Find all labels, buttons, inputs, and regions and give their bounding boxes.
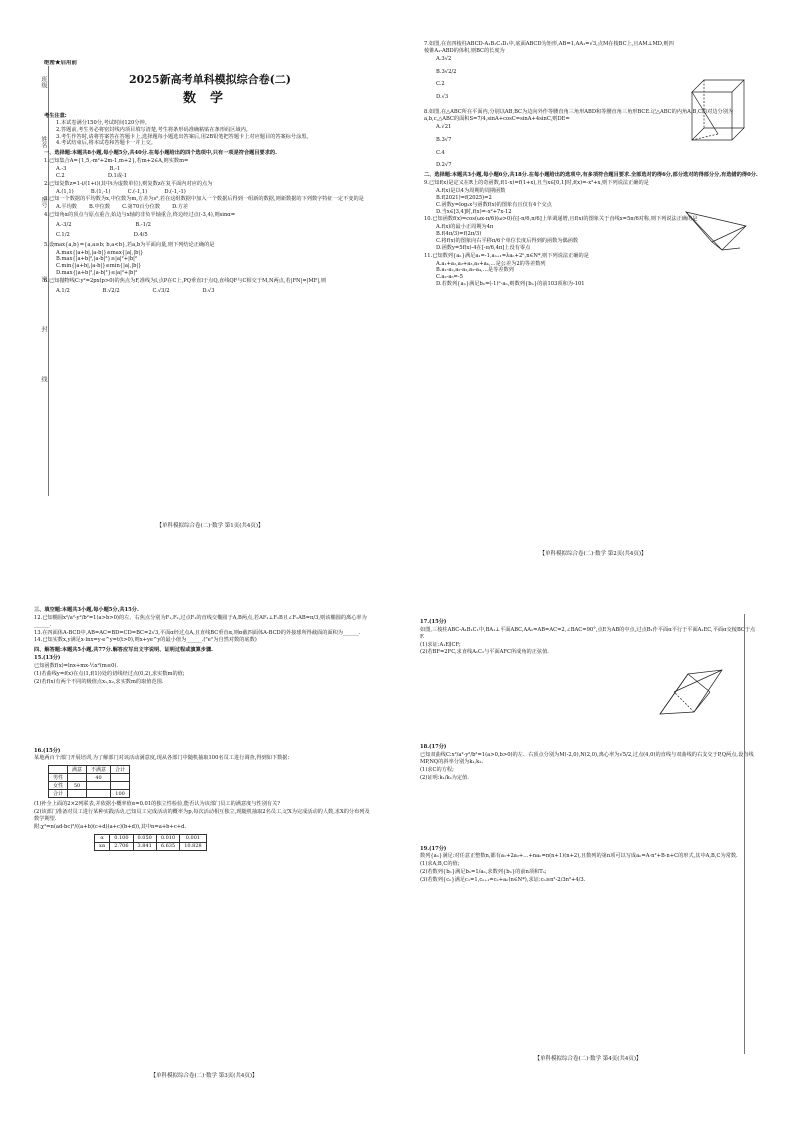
table-cell: 0.050 <box>133 834 156 842</box>
table-cell: 合计 <box>49 790 68 798</box>
option: D.方差 <box>172 204 189 211</box>
subject-title: 数学 <box>182 90 237 106</box>
option: A.-3/2 <box>56 221 72 228</box>
table-cell: 0.100 <box>110 834 133 842</box>
notice-item: 2.答题前,考生务必将密封线内项目填写清楚,考生将条形码准确粘贴在条形码区域内。 <box>56 126 251 133</box>
option: B.-1 <box>109 165 121 172</box>
notice-item: 3.考生作答时,请将答案答在答题卡上,选择题每小题选出答案后,用2B铅笔把答题卡上对应题目的答案标号涂黑。 <box>56 133 312 140</box>
option: C.函数y=log₂x与函数f(x)的图象有且仅有4个交点 <box>436 201 552 208</box>
option: B.max{|a+b|²,|a-b|²}≥|a|²+|b|² <box>56 256 137 263</box>
question-12: 12.已知椭圆x²/a²-y²/b²=1(a>b>0)的左、右焦点分别为F₁,F₂,过点F₁的直线交椭圆于A,B两点,若AF₁⊥F₁B且∠F₁AB=π/3,则该椭圆的离心率为______. <box>34 614 367 628</box>
option: A.(1,1) <box>56 188 74 195</box>
option: B.√2/2 <box>102 287 120 294</box>
table-row <box>95 842 207 850</box>
question-4: 4.已知角α的顶点与原点重合,始边与x轴的非负半轴重合,终边经过点(-3,4),则sinα= <box>44 212 236 219</box>
confidential-tag: 绝密★启用前 <box>44 60 78 66</box>
table-cell: 2.706 <box>110 842 133 850</box>
question-7: 7.如图,在直四棱柱ABCD-A₁B₁C₁D₁中,底面ABCD为矩形,AB=1,AA₁=√3,点M在棱BC上,且AM⊥MD,则四棱锥A₁-ABD的体积,则BC的长度为 <box>424 41 674 54</box>
section-heading: 一、选择题:本题共8小题,每小题5分,共40分.在每小题给出的四个选项中,只有一项是符合题目要求的. <box>44 150 277 157</box>
question-text: 已知函数f(x)=lnx+mx-½x²(m≤0). <box>34 663 119 670</box>
prism-figure <box>654 662 730 720</box>
option: D.当x∈[3,4]时,f(x)=-x²+7x-12 <box>436 208 512 215</box>
question-9: 9.已知f(x)是定义在R上的奇函数,f(1-x)=f(1+x),且当x∈[0,1]时,f(x)=-x²+x,则下列说法正确的是 <box>424 180 649 187</box>
page-footer: 【单科模拟综合卷(二)·数学 第4页(共4页)】 <box>534 1055 642 1062</box>
option: A.a₁+a₂,a₂+a₃,a₃+a₄,…是公差为2的等差数列 <box>436 260 546 267</box>
strip-label: 座号 <box>40 196 47 208</box>
option: A.f(x)是以4为周期的周期函数 <box>436 188 506 195</box>
question-10: 10.已知函数f(x)=cos(ωx-π/6)(ω>0)在[-π/6,π/6]上单调递增,且f(x)的图象关于直线x=5π/6对称,则下列说法正确的是 <box>424 216 698 223</box>
table-cell <box>68 790 87 798</box>
prism-figure <box>682 70 760 150</box>
critical-value-table <box>94 834 207 851</box>
table-cell: α <box>95 834 110 842</box>
question-text: (2)若f(x)有两个不同的极值点x₁,x₂,求实数m的取值范围. <box>34 678 164 685</box>
question-19: 19.(17分) <box>420 845 447 852</box>
table-cell: 0.001 <box>180 834 207 842</box>
option: D.(-1,-1) <box>164 188 186 195</box>
question-text: (1)求C的方程; <box>420 766 454 773</box>
option: C.1/2 <box>56 232 70 239</box>
option: D.函数y=5f(x)-4在[-π/6,4π]上没有零点 <box>436 244 531 251</box>
option: A.平均数 <box>56 204 77 211</box>
option: C.√3/2 <box>152 287 170 294</box>
exam-page-2 <box>424 40 762 558</box>
table-cell <box>49 766 68 774</box>
section-heading: 三、填空题:本题共3小题,每小题5分,共15分. <box>34 607 139 613</box>
table-row <box>95 834 207 842</box>
option: B.3√2/2 <box>436 68 457 75</box>
table-cell: 50 <box>68 782 87 790</box>
table-cell: 10.828 <box>180 842 207 850</box>
question-text: 已知双曲线C:x²/a²-y²/b²=1(a>0,b>0)的左、右顶点分别为M(-2,0),N(2,0),离心率为√5/2,过点(4,0)的直线与双曲线的右支交于P,Q两点,设直线MP,NQ的斜率分别为k₁,k₂. <box>420 752 754 766</box>
strip-label: 线 <box>40 376 47 382</box>
strip-label: 密 <box>40 276 47 282</box>
option: B.中位数 <box>89 204 111 211</box>
table-cell: 6.635 <box>156 842 179 850</box>
options-row <box>44 220 376 241</box>
question-13: 13.在四面体A-BCD中,AB=AC=BD=CD=BC=2√3,平面α经过点A,且直线BC垂直α,则α截四面体A-BCD的外接球所得截面的面积为______. <box>34 629 361 636</box>
option: A.3√2 <box>436 55 452 62</box>
triangle-figure <box>682 198 752 254</box>
question-text: (1)求证:A₁E∥CF; <box>420 641 461 648</box>
table-cell <box>68 774 87 782</box>
question-1: 1.已知集合A={1,5,-m²+2m-1,m+2},若m+2∈A,则实数m= <box>44 158 189 165</box>
exam-page-4 <box>420 618 756 1063</box>
table-row <box>49 782 130 790</box>
table-cell: xα <box>95 842 110 850</box>
question-17: 17.(15分) <box>420 619 447 625</box>
option: B.f(2021)=f(2025)=2 <box>436 194 492 201</box>
section-heading: 二、选择题:本题共3小题,每小题6分,共18分.在每小题给出的选项中,有多项符合题目要求.全部选对的得6分,部分选对的得部分分,有选错的得0分. <box>424 172 758 179</box>
binding-strip-right <box>744 614 759 1054</box>
exam-title: 2025新高考单科模拟综合卷(二) <box>128 73 292 87</box>
exam-page-3 <box>34 604 374 1080</box>
option: D.2√7 <box>436 162 452 169</box>
section-heading: 四、解答题:本题共5小题,共77分.解答应写出文字说明、证明过程或演算步骤. <box>34 647 213 654</box>
question-5: 5.设max{a,b}={a,a≥b; b,a<b},若a,b为平面向量,则下列结论正确的是 <box>44 241 215 248</box>
question-16: 16.(15分) <box>34 747 61 754</box>
table-cell <box>111 774 130 782</box>
option: A.-3 <box>56 165 67 172</box>
table-cell: 40 <box>87 774 111 782</box>
notice-title: 考生注意: <box>44 112 67 119</box>
option: D.若数列{aₙ}满足bₙ=(-1)ⁿ·aₙ,则数列{bₙ}的前103项和为-101 <box>436 281 585 288</box>
question-text: (1)求A,B,C的值; <box>420 861 460 868</box>
strip-label: 封 <box>40 326 47 332</box>
options-row <box>44 286 376 296</box>
page-footer: 【单科模拟综合卷(二)·数学 第3页(共4页)】 <box>150 1072 258 1079</box>
option: B.(1,-1) <box>90 188 111 195</box>
contingency-table <box>48 765 130 798</box>
question-8: 8.如图,在△ABC所在平面内,分别以AB,BC为边向外作等腰直角三角形ABD和等腰直角三角形BCE.记△ABC的内角A,B,C的对边分别为a,b,c,△ABC的面积S=7/4,sinA+cosC=sinA+4sinC,则DE= <box>424 109 734 123</box>
question-text: 数列{aₙ}满足:对任意正整数n,都有a₁+2a₂+…+naₙ=n(n+1)(n+2),且数列的第n项可以写成aₙ=A·n²+B·n+C的形式,其中A,B,C为常数. <box>420 853 738 860</box>
strip-label: 班级 <box>40 76 47 88</box>
question-text: (3)若数列{cₙ}满足c₁=1,cₙ₊₁=cₙ+aₙ(n∈N*),求证:cₙ≥n³-2/3n²+4/3. <box>420 877 586 884</box>
question-text: (2)该部门准备对员工进行某种实践活动,已知员工完成活动的概率为p,每次活动相互独立,现随机抽取2名员工,记X为完成活动的人数,求X的分布列及数学期望. <box>34 809 370 823</box>
table-cell: 100 <box>111 790 130 798</box>
option: B.3√7 <box>436 136 452 143</box>
question-18: 18.(17分) <box>420 744 447 751</box>
option: D.√3 <box>202 287 215 294</box>
option: C.2 <box>436 81 445 88</box>
option: C.min{|a+b|,|a-b|}≤min{|a|,|b|} <box>56 263 142 270</box>
option: B.-1/2 <box>135 221 151 228</box>
question-text: 某地两百个部门开展培训,为了解部门对该活动满意度,现从各部门中随机抽取100名员工进行调查,得到如下数据: <box>34 755 290 762</box>
question-3: 3.已知一个数据的平均数为x,中位数为m,方差为s²,若在这组数据中加入一个数据后得到一组新的数据,则新数据的下列数字特征一定不变的是 <box>44 196 364 203</box>
options-row <box>44 204 376 211</box>
question-text: (1)补全上面的2×2列联表,并依据小概率值α=0.01的独立性检验,能否认为该部门员工的满意度与性别有关? <box>34 801 281 808</box>
question-text: (2)证明:k₁/k₂为定值. <box>420 774 469 781</box>
option: C.第70百分位数 <box>122 204 161 211</box>
question-text: (1)若曲线y=f(x)在点(1,f(1))处的切线经过点(0,2),求实数m的值; <box>34 670 185 677</box>
question-text: 如图,三棱柱ABC-A₁B₁C₁中,BA₁⊥平面ABC,AA₁=AB=AC=2,∠BAC=90°,点E为AB的中点,过点B₁作平面α平行于平面A₁EC,平面α交棱BC于点F. <box>420 626 756 640</box>
option: D.1或-1 <box>107 172 128 179</box>
table-cell: 男性 <box>49 774 68 782</box>
option: D.max{|a+b|²,|a-b|²}≤|a|²+|b|² <box>56 270 138 277</box>
option: B.a₁-a₂,a₂-a₃,a₃-a₄,…是等差数列 <box>436 267 514 274</box>
table-cell: 0.010 <box>156 834 179 842</box>
table-cell: 不满意 <box>87 766 111 774</box>
option: C.(-1,1) <box>127 188 148 195</box>
table-cell <box>87 782 111 790</box>
option: C.将f(x)的图象向右平移π/6个单位长度后得到的函数为偶函数 <box>436 238 579 245</box>
table-row <box>49 774 130 782</box>
table-row <box>49 766 130 774</box>
formula: 附:χ²=n(ad-bc)²/((a+b)(c+d)(a+c)(b+d)),其中n=a+b+c+d. <box>34 823 187 830</box>
strip-label: 姓名 <box>40 136 47 148</box>
question-text: (2)若数列{bₙ}满足bₙ=1/aₙ,求数列{bₙ}的前n项和Tₙ; <box>420 869 547 876</box>
option: D.4/5 <box>133 232 148 239</box>
page-footer: 【单科模拟综合卷(二)·数学 第2页(共4页)】 <box>539 550 647 557</box>
question-2: 2.已知复数z=1-i/(1+i)(其中i为虚数单位),则复数z在复平面内对应的点为 <box>44 180 213 187</box>
option: A.√21 <box>436 123 452 130</box>
notice-item: 1.本试卷满分150分,考试时间120分钟。 <box>56 119 150 126</box>
option: C.a₂-a₅=-5 <box>436 274 463 281</box>
table-cell <box>111 782 130 790</box>
question-14: 14.已知实数x,y满足x·lnx=y·e^y=t(t>0),则x+ye^y的最小值为______.("e"为自然对数的底数) <box>34 637 257 644</box>
question-6: 6.已知抛物线C:y²=2px(p>0)的焦点为F,准线为l,点P在C上,PQ垂直l于点Q,直线QF与C相交于M,N两点,若|FN|=|MF|,则 <box>44 278 326 285</box>
option: D.√3 <box>436 94 449 101</box>
page-footer: 【单科模拟综合卷(二)·数学 第1页(共4页)】 <box>156 522 264 529</box>
option: A.f(x)的最小正周期为4π <box>436 224 494 231</box>
table-cell <box>87 790 111 798</box>
notice-item: 4.考试结束后,将本试卷和答题卡一并上交。 <box>56 140 156 147</box>
options-row <box>44 189 376 196</box>
option: A.max{|a+b|,|a-b|}≤max{|a|,|b|} <box>56 249 144 256</box>
options-row <box>44 166 376 180</box>
question-text: (2)若BF=2FC,求直线A₁C₁与平面AFC所成角的正弦值. <box>420 649 549 656</box>
question-15: 15.(13分) <box>34 655 61 662</box>
table-cell: 女性 <box>49 782 68 790</box>
table-cell: 3.841 <box>133 842 156 850</box>
question-11: 11.已知数列{aₙ}满足a₁=-1,aₙ₊₁=λaₙ+2ⁿ,n∈N*,则下列说法正确的是 <box>424 252 589 259</box>
exam-page-1 <box>44 60 376 530</box>
option: A.1/2 <box>56 287 70 294</box>
table-cell: 合计 <box>111 766 130 774</box>
table-cell: 满意 <box>68 766 87 774</box>
option: B.f(4π/3)=f(2π/3) <box>436 231 482 238</box>
option: C.2 <box>56 172 65 179</box>
table-row <box>49 790 130 798</box>
option: C.4 <box>436 149 445 156</box>
